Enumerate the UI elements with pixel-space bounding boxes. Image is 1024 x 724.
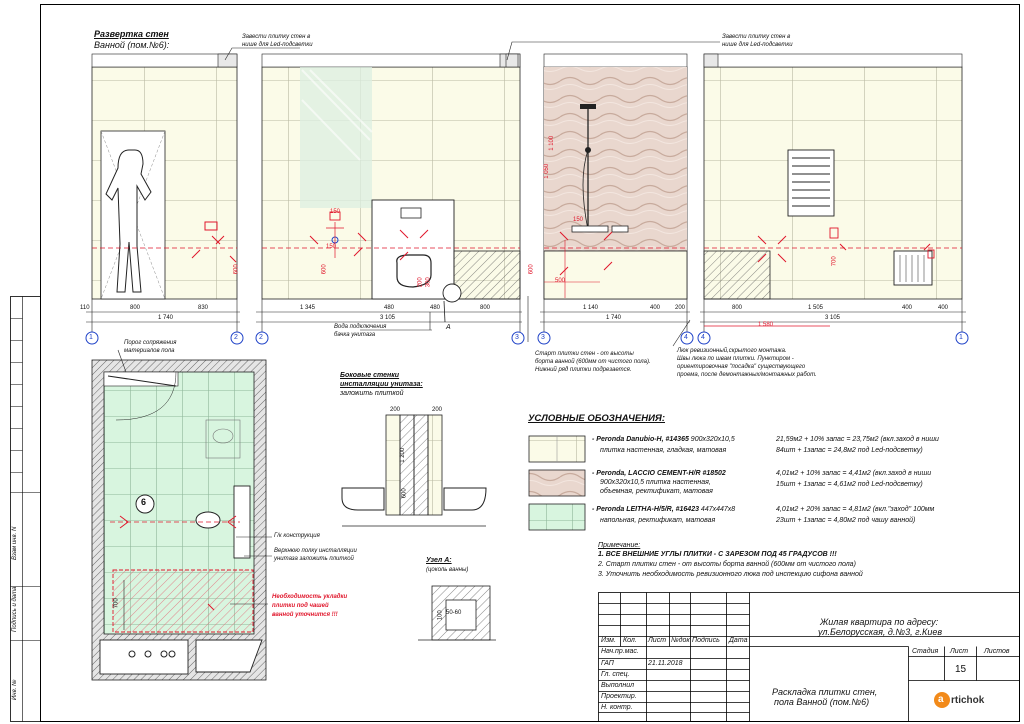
legend-item-desc: напольная, ректификат, матовая — [600, 517, 716, 524]
dim-text: 1 140 — [583, 305, 599, 311]
dim-text-vertical: 1 100 — [549, 135, 556, 151]
dim-text-vertical: 600 — [401, 488, 408, 499]
legend-item-qty: 23шт + 1запас = 4,80м2 под чашу ванной) — [776, 517, 916, 524]
notes-title: Примечание: — [598, 542, 641, 549]
axis-label: 4 — [701, 334, 705, 341]
tb-role: Гл. спец. — [601, 671, 630, 678]
stamp-signature-date: Подпись и дата — [12, 586, 18, 632]
tb-header-col: Дата — [729, 637, 748, 644]
side-walls-title-3: заложить плиткой — [340, 390, 404, 397]
axis-label: 4 — [684, 334, 688, 341]
axis-label: 1 — [959, 334, 963, 341]
tb-sheet-label: Лист — [950, 648, 969, 655]
note-start-1: Старт плитки стен - от высоты — [535, 351, 634, 357]
note-line-2: 2. Старт плитки стен - от высоты борта ванной (600мм от чистого пола) — [598, 561, 856, 568]
note-led-right-2: нише для Led-подсветки — [722, 42, 793, 48]
logo-text: rtichok — [951, 695, 985, 706]
legend-item-name: - Peronda, LACCIO CEMENT-H/R #18502 — [592, 470, 726, 477]
note-hatch-2: Швы люка по швам плитки. Пунктиром - — [677, 356, 794, 362]
elevations-title-1: Развертка стен — [94, 29, 169, 39]
dim-text: 1 345 — [300, 305, 316, 311]
legend-item-desc: 900х320х10,5 плитка настенная, — [600, 479, 711, 486]
tb-header-col: Изм. — [601, 637, 616, 644]
tb-header-col: Кол. — [623, 637, 637, 644]
note-hatch-1: Люк ревизионный,скрытого монтажа. — [677, 348, 787, 354]
legend-item-spec: 900х320х10,5 — [688, 436, 735, 443]
dim-text-vertical: 700 — [831, 256, 838, 267]
tb-role: ГАП — [601, 660, 614, 667]
tb-stage-label: Стадия — [912, 648, 939, 655]
axis-label: 2 — [234, 334, 238, 341]
dim-text: 200 — [432, 407, 443, 413]
note-water-1: Вода подключения — [334, 324, 387, 330]
legend-item-spec: 447х447х8 — [698, 506, 736, 513]
tb-header-col: Лист — [648, 637, 667, 644]
stamp-replace-inv: Взам инв. N — [12, 526, 18, 560]
legend-item-qty: 84шт + 1запас = 24,8м2 под Led-подсветку) — [776, 447, 923, 454]
tb-sheets-label: Листов — [984, 648, 1010, 655]
note-threshold-2: материалов пола — [124, 348, 175, 354]
note-start-2: борта ванной (600мм от чистого пола). — [535, 359, 651, 365]
dim-text: 50-60 — [446, 610, 462, 616]
dim-text: 3 105 — [825, 315, 841, 321]
node-a-subtitle: (цоколь ванны) — [426, 567, 469, 573]
tb-role: Н. контр. — [601, 704, 633, 711]
note-line-1: 1. ВСЕ ВНЕШНИЕ УГЛЫ ПЛИТКИ - С ЗАРЕЗОМ ПОД 45 ГРАДУСОВ !!! — [598, 551, 837, 558]
dim-text: 800 — [130, 305, 141, 311]
note-led-right-1: Завести плитку стен в — [722, 34, 791, 40]
dim-text-vertical: 600 — [528, 264, 535, 275]
legend-title: УСЛОВНЫЕ ОБОЗНАЧЕНИЯ: — [528, 413, 665, 424]
room-number: 6 — [141, 497, 147, 507]
side-walls-title-1: Боковые стенки — [340, 372, 400, 379]
tb-sheet-number: 15 — [955, 664, 967, 675]
tb-role: Выполнил — [601, 682, 635, 689]
dim-text: 150 — [330, 209, 341, 215]
dim-text-vertical: 300 — [425, 277, 432, 288]
tb-header-col: Подпись — [692, 637, 720, 644]
legend-item-qty: 15шт + 1запас = 4,61м2 под Led-подсветку) — [776, 481, 923, 488]
note-start-3: Нижний ряд плитки подрезается. — [535, 367, 632, 373]
dim-text: 1 505 — [808, 305, 824, 311]
dim-text: 150 — [573, 217, 584, 223]
note-line-3: 3. Уточнить необходимость ревизионного люка под инспекцию сифона ванной — [598, 571, 863, 578]
address-line-2: ул.Белорусская, д.№3, г.Киев — [818, 627, 943, 637]
tb-date: 21.11.2018 — [648, 660, 683, 667]
note-threshold-1: Порог сопряжения — [124, 340, 177, 346]
dim-text-vertical: 100 — [437, 610, 444, 621]
dim-text: 200 — [390, 407, 401, 413]
legend-item-name: - Peronda LEITHA-H/5/R, #16423 — [592, 506, 699, 513]
dim-text: 3 105 — [380, 315, 396, 321]
note-gk: Г/к конструкция — [274, 533, 320, 539]
dim-text: 480 — [384, 305, 395, 311]
axis-label: 1 — [89, 334, 93, 341]
dim-text: 830 — [198, 305, 209, 311]
dim-text: 1 580 — [758, 322, 774, 328]
dim-text: 200 — [675, 305, 686, 311]
note-led-left-2: нише для Led-подсветки — [242, 42, 313, 48]
dim-text: 400 — [902, 305, 913, 311]
dim-text: 150 — [326, 244, 337, 250]
address-line-1: Жилая квартира по адресу: — [820, 617, 939, 627]
axis-label: 3 — [515, 334, 519, 341]
legend-item-desc: плитка настенная, гладкая, матовая — [600, 447, 727, 454]
drawing-title-1: Раскладка плитки стен, — [772, 687, 878, 697]
drawing-title-2: пола Ванной (пом.№6) — [774, 697, 870, 707]
note-water-2: бачка унитаза — [334, 332, 376, 338]
axis-label: 2 — [259, 334, 263, 341]
legend-item-desc: объемная, ректификат, матовая — [600, 488, 713, 495]
note-hatch-3: ориентировочная "посадка" существующего — [677, 364, 806, 370]
dim-text-vertical: 1 200 — [400, 447, 407, 463]
dim-text: 800 — [480, 305, 491, 311]
dim-text: 1 740 — [606, 315, 622, 321]
dim-text: 800 — [732, 305, 743, 311]
elevations-title-2: Ванной (пом.№6): — [94, 40, 170, 50]
note-shelf-2: унитаза заложить плиткой — [274, 556, 354, 562]
dim-text: 400 — [650, 305, 661, 311]
tb-role: Проектир. — [601, 693, 637, 700]
dim-text-vertical: 1 050 — [544, 163, 551, 179]
legend-item-qty: 21,59м2 + 10% запас = 23,75м2 (вкл.заход в ниши — [776, 436, 939, 443]
dim-text-vertical: 600 — [233, 264, 240, 275]
legend-item-qty: 4,01м2 + 10% запас = 4,41м2 (вкл.заход в ниши — [776, 470, 932, 477]
tb-role: Нач.пр.мас. — [601, 648, 639, 655]
note-red-3: ванной уточнится !!! — [272, 612, 338, 618]
dim-text: 500 — [555, 278, 566, 284]
legend-item-name: - Peronda Danubio-H, #14365 — [592, 436, 689, 443]
dim-text-vertical: 600 — [321, 264, 328, 275]
node-a-marker: A — [446, 324, 451, 331]
axis-label: 3 — [541, 334, 545, 341]
dim-text: 400 — [938, 305, 949, 311]
dim-text: 480 — [430, 305, 441, 311]
tb-header-col: №док — [671, 637, 690, 644]
note-led-left-1: Завести плитку стен в — [242, 34, 311, 40]
dim-text: 110 — [80, 305, 90, 311]
side-walls-title-2: инсталляции унитаза: — [340, 381, 423, 388]
stamp-inv-number: Инв. № — [12, 679, 18, 700]
node-a-title: Узел А: — [426, 557, 452, 564]
note-hatch-4: проема, после демонтажных/монтажных работ. — [677, 372, 817, 378]
note-red-2: плитки под чашей — [272, 603, 329, 609]
logo-letter: a — [938, 694, 944, 705]
dim-text: 1 740 — [158, 315, 174, 321]
dim-bath: 700 — [113, 598, 120, 609]
note-red-1: Необходимость укладки — [272, 594, 348, 600]
legend-item-qty: 4,01м2 + 20% запас = 4,81м2 (вкл."заход" 100мм — [776, 506, 935, 513]
dim-text-vertical: 200 — [417, 277, 424, 288]
note-shelf-1: Верхнюю полку инсталляции — [274, 548, 357, 554]
